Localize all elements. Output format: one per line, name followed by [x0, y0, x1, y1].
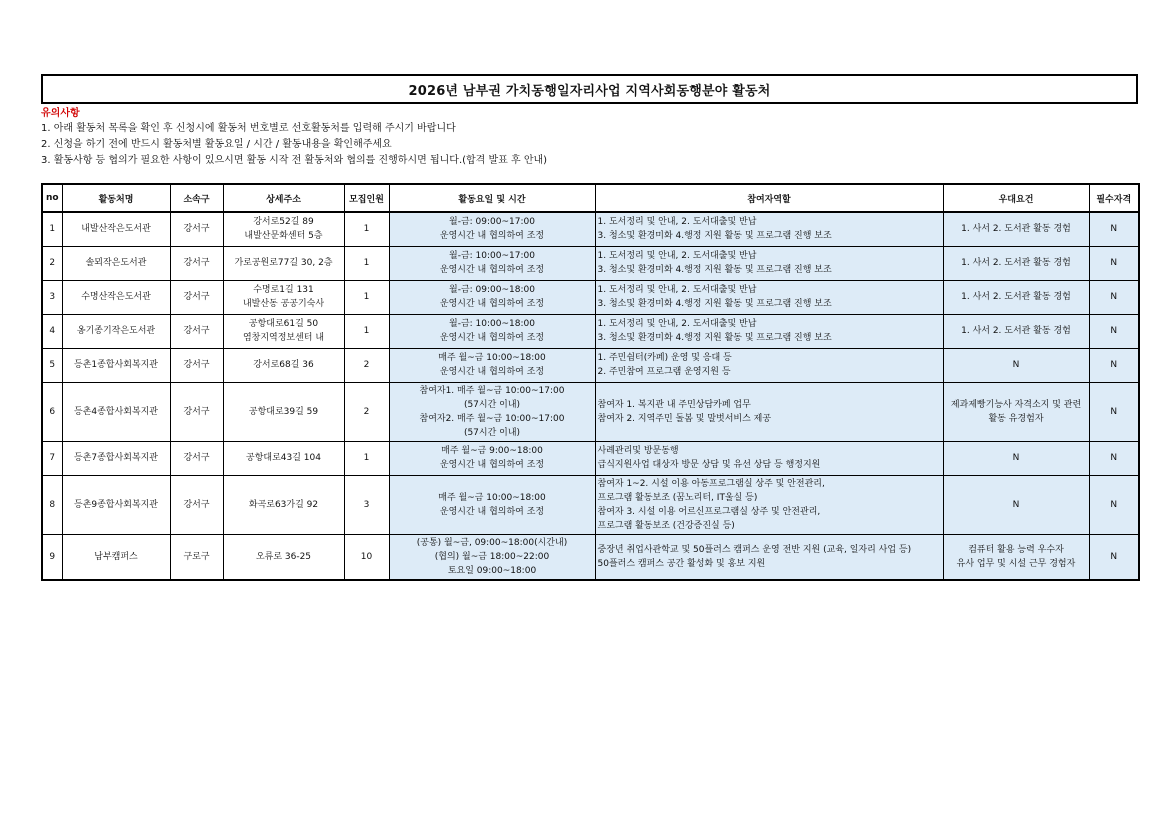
cell-district: 강서구: [170, 475, 223, 534]
cell-no: 4: [42, 314, 62, 348]
cell-recruit-count: 2: [344, 348, 389, 382]
document-title: 2026년 남부권 가치동행일자리사업 지역사회동행분야 활동처: [41, 74, 1138, 104]
table-row: [42, 441, 1139, 475]
cell-participant-role: 1. 도서정리 및 안내, 2. 도서대출및 반납 3. 청소및 환경미화 4.행정 지원 활동 및 프로그램 진행 보조: [595, 246, 943, 280]
cell-no: 5: [42, 348, 62, 382]
header-schedule: 활동요일 및 시간: [389, 184, 595, 212]
table-row: [42, 475, 1139, 534]
header-preferred: 우대요건: [943, 184, 1089, 212]
cell-schedule: 월-금: 10:00~17:00 운영시간 내 협의하여 조정: [389, 246, 595, 280]
cell-activity-place: 등촌7종합사회복지관: [62, 441, 170, 475]
notice-heading: 유의사항: [41, 108, 80, 119]
table-row: [42, 382, 1139, 441]
table-header-row: [42, 184, 1139, 212]
header-recruit: 모집인원: [344, 184, 389, 212]
cell-schedule: (공통) 월~금, 09:00~18:00(시간내) (협의) 월~금 18:00~22:00 토요일 09:00~18:00: [389, 534, 595, 580]
table-row: [42, 534, 1139, 580]
cell-district: 강서구: [170, 280, 223, 314]
header-role: 참여자역할: [595, 184, 943, 212]
cell-preferred-requirements: 1. 사서 2. 도서관 활동 경험: [943, 246, 1089, 280]
cell-schedule: 월-금: 09:00~17:00 운영시간 내 협의하여 조정: [389, 212, 595, 246]
cell-required-qualification: N: [1089, 475, 1139, 534]
cell-district: 강서구: [170, 314, 223, 348]
cell-preferred-requirements: 제과제빵기능사 자격소지 및 관련 활동 유경험자: [943, 382, 1089, 441]
cell-activity-place: 솔뫼작은도서관: [62, 246, 170, 280]
cell-address: 공항대로43길 104: [223, 441, 344, 475]
cell-participant-role: 1. 도서정리 및 안내, 2. 도서대출및 반납 3. 청소및 환경미화 4.행정 지원 활동 및 프로그램 진행 보조: [595, 212, 943, 246]
cell-required-qualification: N: [1089, 280, 1139, 314]
cell-no: 2: [42, 246, 62, 280]
cell-participant-role: 1. 주민쉼터(카페) 운영 및 응대 등 2. 주민참여 프로그램 운영지원 등: [595, 348, 943, 382]
cell-district: 강서구: [170, 441, 223, 475]
cell-required-qualification: N: [1089, 212, 1139, 246]
cell-address: 수명로1길 131 내발산동 공공기숙사: [223, 280, 344, 314]
cell-activity-place: 옹기종기작은도서관: [62, 314, 170, 348]
cell-no: 9: [42, 534, 62, 580]
cell-preferred-requirements: 1. 사서 2. 도서관 활동 경험: [943, 280, 1089, 314]
cell-participant-role: 1. 도서정리 및 안내, 2. 도서대출및 반납 3. 청소및 환경미화 4.행정 지원 활동 및 프로그램 진행 보조: [595, 280, 943, 314]
header-address: 상세주소: [223, 184, 344, 212]
notice-item-1: 1. 아래 활동처 목록을 확인 후 신청시에 활동처 번호별로 선호활동처를 입력해 주시기 바랍니다: [41, 123, 456, 134]
cell-no: 7: [42, 441, 62, 475]
cell-schedule: 월-금: 10:00~18:00 운영시간 내 협의하여 조정: [389, 314, 595, 348]
table-row: [42, 348, 1139, 382]
notice-item-2: 2. 신청을 하기 전에 반드시 활동처별 활동요일 / 시간 / 활동내용을 확인해주세요: [41, 139, 392, 150]
cell-recruit-count: 1: [344, 441, 389, 475]
cell-preferred-requirements: N: [943, 348, 1089, 382]
cell-recruit-count: 1: [344, 280, 389, 314]
table-row: [42, 280, 1139, 314]
cell-preferred-requirements: 컴퓨터 활용 능력 우수자 유사 업무 및 시설 근무 경험자: [943, 534, 1089, 580]
cell-activity-place: 수명산작은도서관: [62, 280, 170, 314]
cell-no: 6: [42, 382, 62, 441]
header-no: no: [42, 184, 62, 212]
cell-recruit-count: 2: [344, 382, 389, 441]
cell-district: 구로구: [170, 534, 223, 580]
cell-activity-place: 남부캠퍼스: [62, 534, 170, 580]
cell-no: 8: [42, 475, 62, 534]
cell-activity-place: 내발산작은도서관: [62, 212, 170, 246]
cell-district: 강서구: [170, 348, 223, 382]
cell-recruit-count: 3: [344, 475, 389, 534]
cell-activity-place: 등촌9종합사회복지관: [62, 475, 170, 534]
cell-participant-role: 사례관리및 방문동행 급식지원사업 대상자 방문 상담 및 유선 상담 등 행정지원: [595, 441, 943, 475]
cell-participant-role: 중장년 취업사관학교 및 50플러스 캠퍼스 운영 전반 지원 (교육, 일자리 사업 등) 50플러스 캠퍼스 공간 활성화 및 홍보 지원: [595, 534, 943, 580]
cell-recruit-count: 1: [344, 246, 389, 280]
cell-preferred-requirements: 1. 사서 2. 도서관 활동 경험: [943, 314, 1089, 348]
table-row: [42, 314, 1139, 348]
cell-required-qualification: N: [1089, 348, 1139, 382]
cell-schedule: 월-금: 09:00~18:00 운영시간 내 협의하여 조정: [389, 280, 595, 314]
cell-participant-role: 참여자 1~2. 시설 이용 아동프로그램실 상주 및 안전관리, 프로그램 활동보조 (꿈노리터, IT울실 등) 참여자 3. 시설 이용 어르신프로그램실 상주 및 안전관리, 프로그램 활동보조 (건강증진실 등): [595, 475, 943, 534]
cell-no: 3: [42, 280, 62, 314]
cell-address: 화곡로63가길 92: [223, 475, 344, 534]
cell-schedule: 참여자1. 매주 월~금 10:00~17:00 (57시간 이내) 참여자2. 매주 월~금 10:00~17:00 (57시간 이내): [389, 382, 595, 441]
cell-recruit-count: 10: [344, 534, 389, 580]
activity-table: [41, 183, 1140, 581]
notice-item-3: 3. 활동사항 등 협의가 필요한 사항이 있으시면 활동 시작 전 활동처와 협의를 진행하시면 됩니다.(합격 발표 후 안내): [41, 155, 548, 166]
cell-schedule: 매주 월~금 10:00~18:00 운영시간 내 협의하여 조정: [389, 348, 595, 382]
document-page: [41, 74, 1138, 581]
header-required: 필수자격: [1089, 184, 1139, 212]
cell-required-qualification: N: [1089, 441, 1139, 475]
cell-schedule: 매주 월~금 10:00~18:00 운영시간 내 협의하여 조정: [389, 475, 595, 534]
cell-recruit-count: 1: [344, 314, 389, 348]
header-district: 소속구: [170, 184, 223, 212]
cell-preferred-requirements: N: [943, 475, 1089, 534]
cell-no: 1: [42, 212, 62, 246]
cell-address: 오류로 36-25: [223, 534, 344, 580]
cell-required-qualification: N: [1089, 534, 1139, 580]
cell-district: 강서구: [170, 382, 223, 441]
cell-district: 강서구: [170, 212, 223, 246]
cell-participant-role: 참여자 1. 복지관 내 주민상담카페 업무 참여자 2. 지역주민 돌봄 및 말벗서비스 제공: [595, 382, 943, 441]
cell-schedule: 매주 월~금 9:00~18:00 운영시간 내 협의하여 조정: [389, 441, 595, 475]
cell-address: 공항대로61길 50 염창지역정보센터 내: [223, 314, 344, 348]
cell-address: 공항대로39길 59: [223, 382, 344, 441]
cell-address: 강서로52길 89 내발산문화센터 5층: [223, 212, 344, 246]
cell-activity-place: 등촌1종합사회복지관: [62, 348, 170, 382]
cell-address: 가로공원로77길 30, 2층: [223, 246, 344, 280]
header-name: 활동처명: [62, 184, 170, 212]
cell-required-qualification: N: [1089, 382, 1139, 441]
cell-preferred-requirements: 1. 사서 2. 도서관 활동 경험: [943, 212, 1089, 246]
cell-preferred-requirements: N: [943, 441, 1089, 475]
table-row: [42, 212, 1139, 246]
cell-district: 강서구: [170, 246, 223, 280]
cell-participant-role: 1. 도서정리 및 안내, 2. 도서대출및 반납 3. 청소및 환경미화 4.행정 지원 활동 및 프로그램 진행 보조: [595, 314, 943, 348]
cell-required-qualification: N: [1089, 246, 1139, 280]
cell-required-qualification: N: [1089, 314, 1139, 348]
cell-recruit-count: 1: [344, 212, 389, 246]
table-row: [42, 246, 1139, 280]
cell-activity-place: 등촌4종합사회복지관: [62, 382, 170, 441]
cell-address: 강서로68길 36: [223, 348, 344, 382]
